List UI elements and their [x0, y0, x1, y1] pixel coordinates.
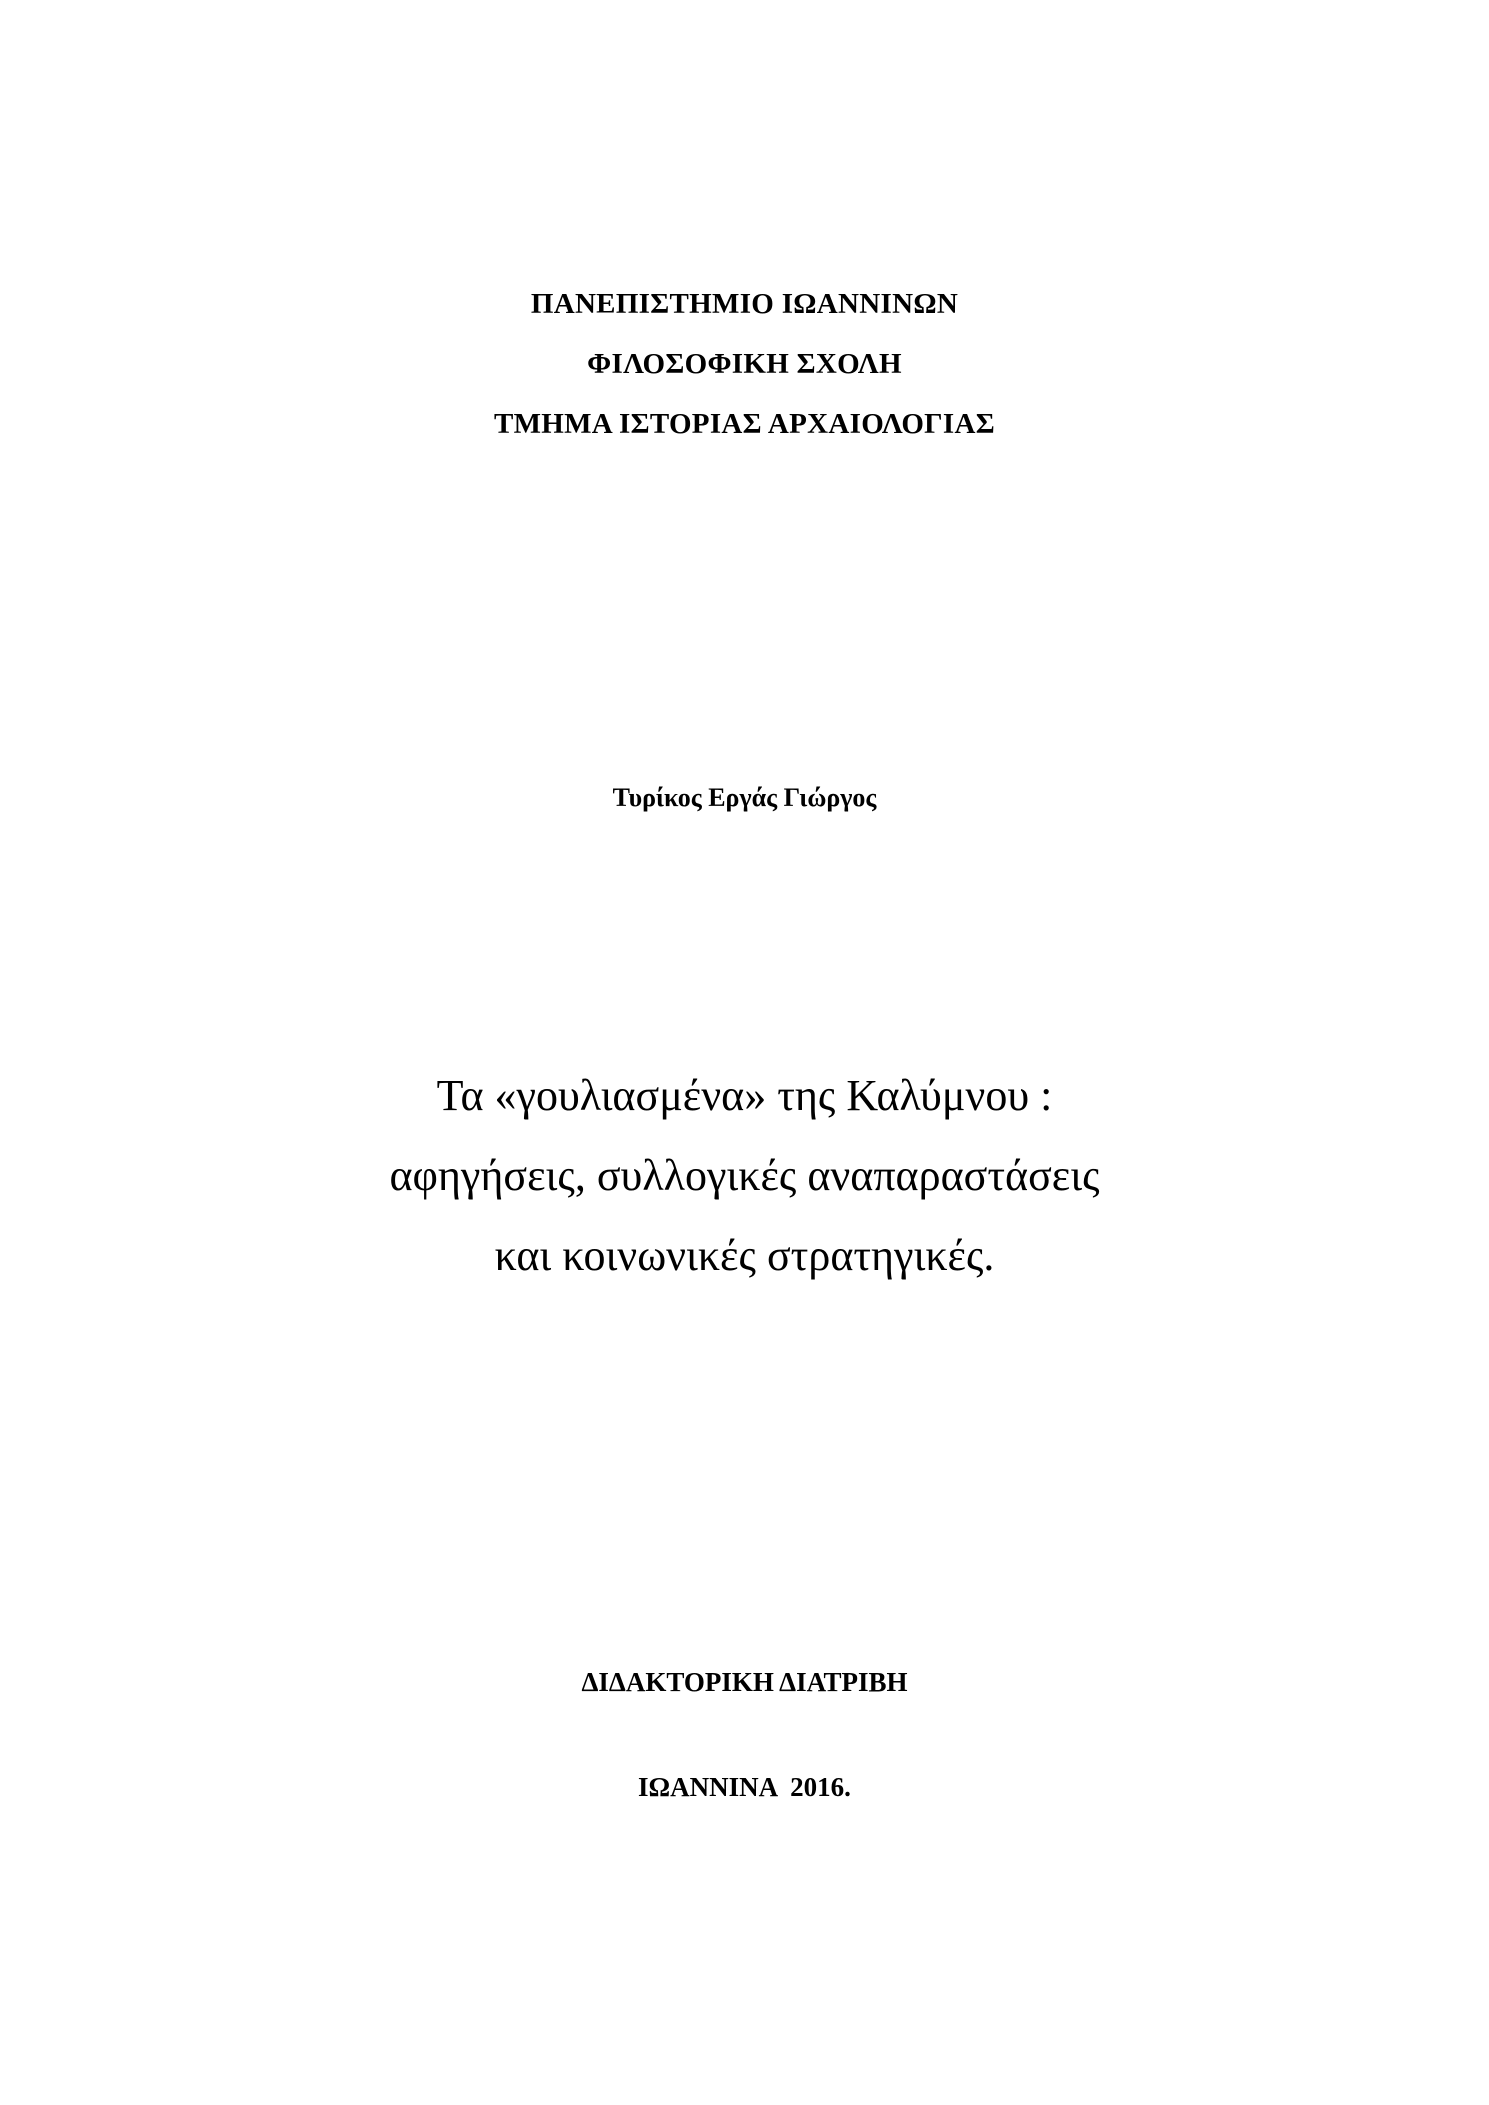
degree-label: ΔΙΔΑΚΤΟΡΙΚΗ ΔΙΑΤΡΙΒΗ: [581, 1667, 908, 1697]
thesis-title-line-1: Τα «γουλιασμένα» της Καλύμνου :: [436, 1071, 1053, 1120]
department-name: ΤΜΗΜΑ ΙΣΤΟΡΙΑΣ ΑΡΧΑΙΟΛΟΓΙΑΣ: [493, 408, 996, 440]
author-name: Τυρίκος Εργάς Γιώργος: [612, 783, 877, 812]
thesis-title-line-2: αφηγήσεις, συλλογικές αναπαραστάσεις: [389, 1151, 1100, 1200]
place-and-date: ΙΩΑΝΝΙΝΑ 2016.: [638, 1772, 851, 1802]
thesis-title-line-3: και κοινωνικές στρατηγικές.: [494, 1231, 995, 1280]
university-name: ΠΑΝΕΠΙΣΤΗΜΙΟ ΙΩΑΝΝΙΝΩΝ: [530, 288, 959, 320]
school-name: ΦΙΛΟΣΟΦΙΚΗ ΣΧΟΛΗ: [587, 348, 902, 380]
